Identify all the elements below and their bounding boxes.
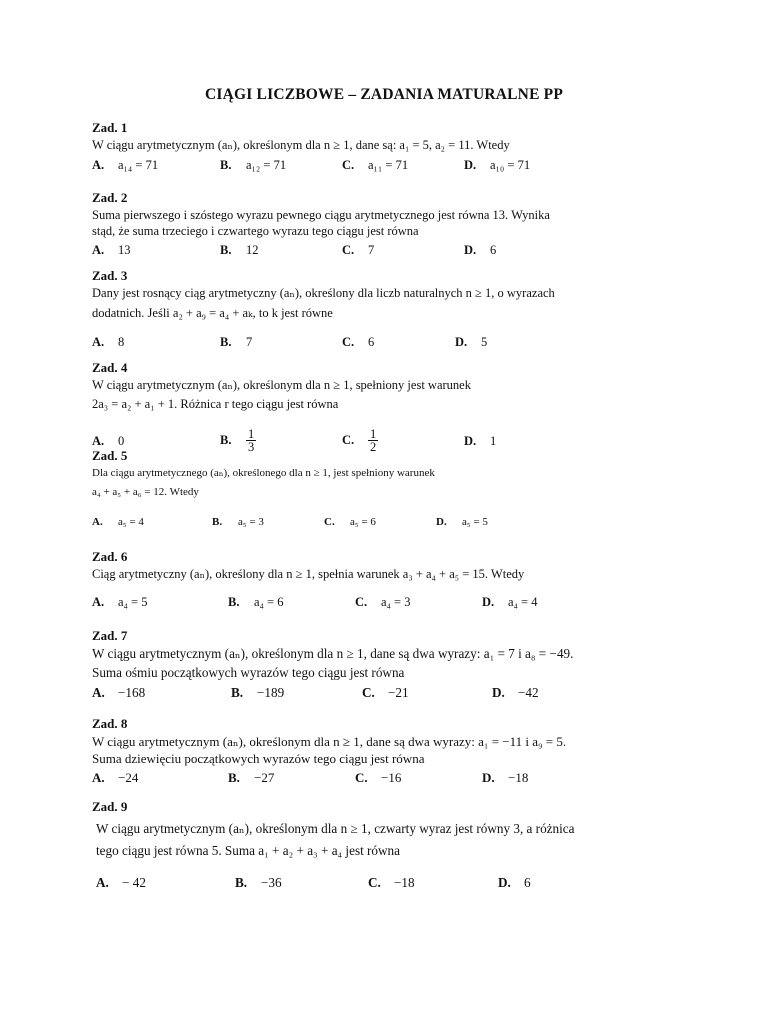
answer-b: B. 12 bbox=[220, 243, 259, 257]
answer-a: A. a₄ = 5 bbox=[92, 595, 148, 609]
answer-a: A. 8 bbox=[92, 335, 125, 349]
answer-b: B. $\frac{1}{3}$ bbox=[220, 427, 255, 454]
task-text-line: W ciągu arytmetycznym (aₙ), określonym dla n ≥ 1, dane są dwa wyrazy: a₁ = −11 i a₉ = 5. bbox=[92, 734, 567, 749]
answer-c: C. $\frac{1}{2}$ bbox=[342, 427, 377, 454]
task-header: Zad. 3 bbox=[92, 268, 128, 283]
answer-b: B. a₄ = 6 bbox=[228, 595, 284, 609]
answer-c: C. a₁₁ = 71 bbox=[342, 158, 409, 172]
task-text-line: a₄ + a₅ + a₆ = 12. Wtedy bbox=[92, 486, 199, 498]
answer-d: D. a₅ = 5 bbox=[436, 516, 488, 528]
answer-d: D. 1 bbox=[464, 434, 497, 448]
task-header: Zad. 5 bbox=[92, 448, 128, 463]
answer-row bbox=[92, 770, 652, 790]
answer-row bbox=[92, 243, 652, 263]
answer-b: B. a₅ = 3 bbox=[212, 516, 264, 528]
task-header: Zad. 7 bbox=[92, 628, 128, 643]
answer-a: A. a₁₄ = 71 bbox=[92, 158, 159, 172]
task-header: Zad. 4 bbox=[92, 360, 128, 375]
task-text-line: tego ciągu jest równa 5. Suma a₁ + a₂ + a₃ + a₄ jest równa bbox=[96, 843, 401, 858]
answer-b: B. −36 bbox=[235, 875, 282, 890]
task-text-line: W ciągu arytmetycznym (aₙ), określonym dla n ≥ 1, dane są dwa wyrazy: a₁ = 7 i a₈ = −49. bbox=[92, 646, 574, 661]
answer-d: D. 6 bbox=[464, 243, 497, 257]
task-text-line: Dany jest rosnący ciąg arytmetyczny (aₙ), określony dla liczb naturalnych n ≥ 1, o wyrazach bbox=[92, 286, 555, 300]
task-header: Zad. 9 bbox=[92, 799, 128, 814]
task-text-line: W ciągu arytmetycznym (aₙ), określonym dla n ≥ 1, czwarty wyraz jest równy 3, a różnica bbox=[96, 821, 575, 836]
task-text-line: Ciąg arytmetyczny (aₙ), określony dla n ≥ 1, spełnia warunek a₃ + a₄ + a₅ = 15. Wtedy bbox=[92, 567, 525, 581]
task-6 bbox=[92, 549, 652, 615]
answer-c: C. a₅ = 6 bbox=[324, 516, 376, 528]
answer-c: C. −16 bbox=[355, 770, 402, 785]
answer-row bbox=[92, 685, 652, 705]
task-header: Zad. 8 bbox=[92, 716, 128, 731]
task-1 bbox=[92, 120, 652, 178]
answer-b: B. 7 bbox=[220, 335, 253, 349]
answer-a: A. a₅ = 4 bbox=[92, 516, 144, 528]
answer-row bbox=[92, 335, 652, 355]
answer-d: D. −42 bbox=[492, 685, 539, 700]
task-text-line: W ciągu arytmetycznym (aₙ), określonym dla n ≥ 1, spełniony jest warunek bbox=[92, 378, 471, 392]
task-header: Zad. 6 bbox=[92, 549, 128, 564]
answer-c: C. −18 bbox=[368, 875, 415, 890]
answer-a: A. 13 bbox=[92, 243, 131, 257]
task-text-line: 2a₃ = a₂ + a₁ + 1. Różnica r tego ciągu jest równa bbox=[92, 397, 339, 411]
answer-a: A. 0 bbox=[92, 434, 125, 448]
answer-b: B. −189 bbox=[231, 685, 285, 700]
answer-a: A. − 42 bbox=[96, 875, 146, 890]
fraction-one-half: $\frac{1}{2}$ bbox=[370, 427, 377, 454]
answer-d: D. 5 bbox=[455, 335, 488, 349]
answer-d: D. a₁₀ = 71 bbox=[464, 158, 531, 172]
answer-a: A. −24 bbox=[92, 770, 139, 785]
answer-d: D. 6 bbox=[498, 875, 531, 890]
fraction-one-third: $\frac{1}{3}$ bbox=[248, 427, 255, 454]
task-8 bbox=[92, 716, 652, 790]
task-header: Zad. 1 bbox=[92, 120, 128, 135]
task-4 bbox=[92, 360, 652, 454]
task-text-line: stąd, że suma trzeciego i czwartego wyrazu tego ciągu jest równa bbox=[92, 224, 419, 238]
answer-c: C. 6 bbox=[342, 335, 375, 349]
answer-row bbox=[92, 516, 652, 536]
answer-c: C. a₄ = 3 bbox=[355, 595, 411, 609]
answer-c: C. 7 bbox=[342, 243, 375, 257]
task-text-line: Dla ciągu arytmetycznego (aₙ), określonego dla n ≥ 1, jest spełniony warunek bbox=[92, 467, 435, 479]
answer-row bbox=[92, 158, 652, 178]
task-7 bbox=[92, 628, 652, 705]
task-2 bbox=[92, 190, 652, 263]
task-9 bbox=[92, 799, 692, 895]
task-text-line: dodatnich. Jeśli a₂ + a₉ = a₄ + aₖ, to k jest równe bbox=[92, 306, 333, 320]
task-3 bbox=[92, 268, 652, 355]
answer-d: D. −18 bbox=[482, 770, 529, 785]
answer-c: C. −21 bbox=[362, 685, 409, 700]
document-title: CIĄGI LICZBOWE – ZADANIA MATURALNE PP bbox=[204, 86, 564, 103]
answer-row bbox=[92, 595, 652, 615]
task-text-line: Suma pierwszego i szóstego wyrazu pewnego ciągu arytmetycznego jest równa 13. Wynika bbox=[92, 208, 550, 222]
task-header: Zad. 2 bbox=[92, 190, 128, 205]
answer-b: B. −27 bbox=[228, 770, 275, 785]
task-text-line: Suma dziewięciu początkowych wyrazów tego ciągu jest równa bbox=[92, 751, 425, 766]
answer-row bbox=[92, 875, 692, 895]
answer-b: B. a₁₂ = 71 bbox=[220, 158, 287, 172]
answer-d: D. a₄ = 4 bbox=[482, 595, 538, 609]
task-text-line: Suma ośmiu początkowych wyrazów tego ciągu jest równa bbox=[92, 665, 405, 680]
task-text-line: W ciągu arytmetycznym (aₙ), określonym dla n ≥ 1, dane są: a₁ = 5, a₂ = 11. Wtedy bbox=[92, 138, 510, 152]
task-5 bbox=[92, 448, 652, 536]
answer-a: A. −168 bbox=[92, 685, 146, 700]
